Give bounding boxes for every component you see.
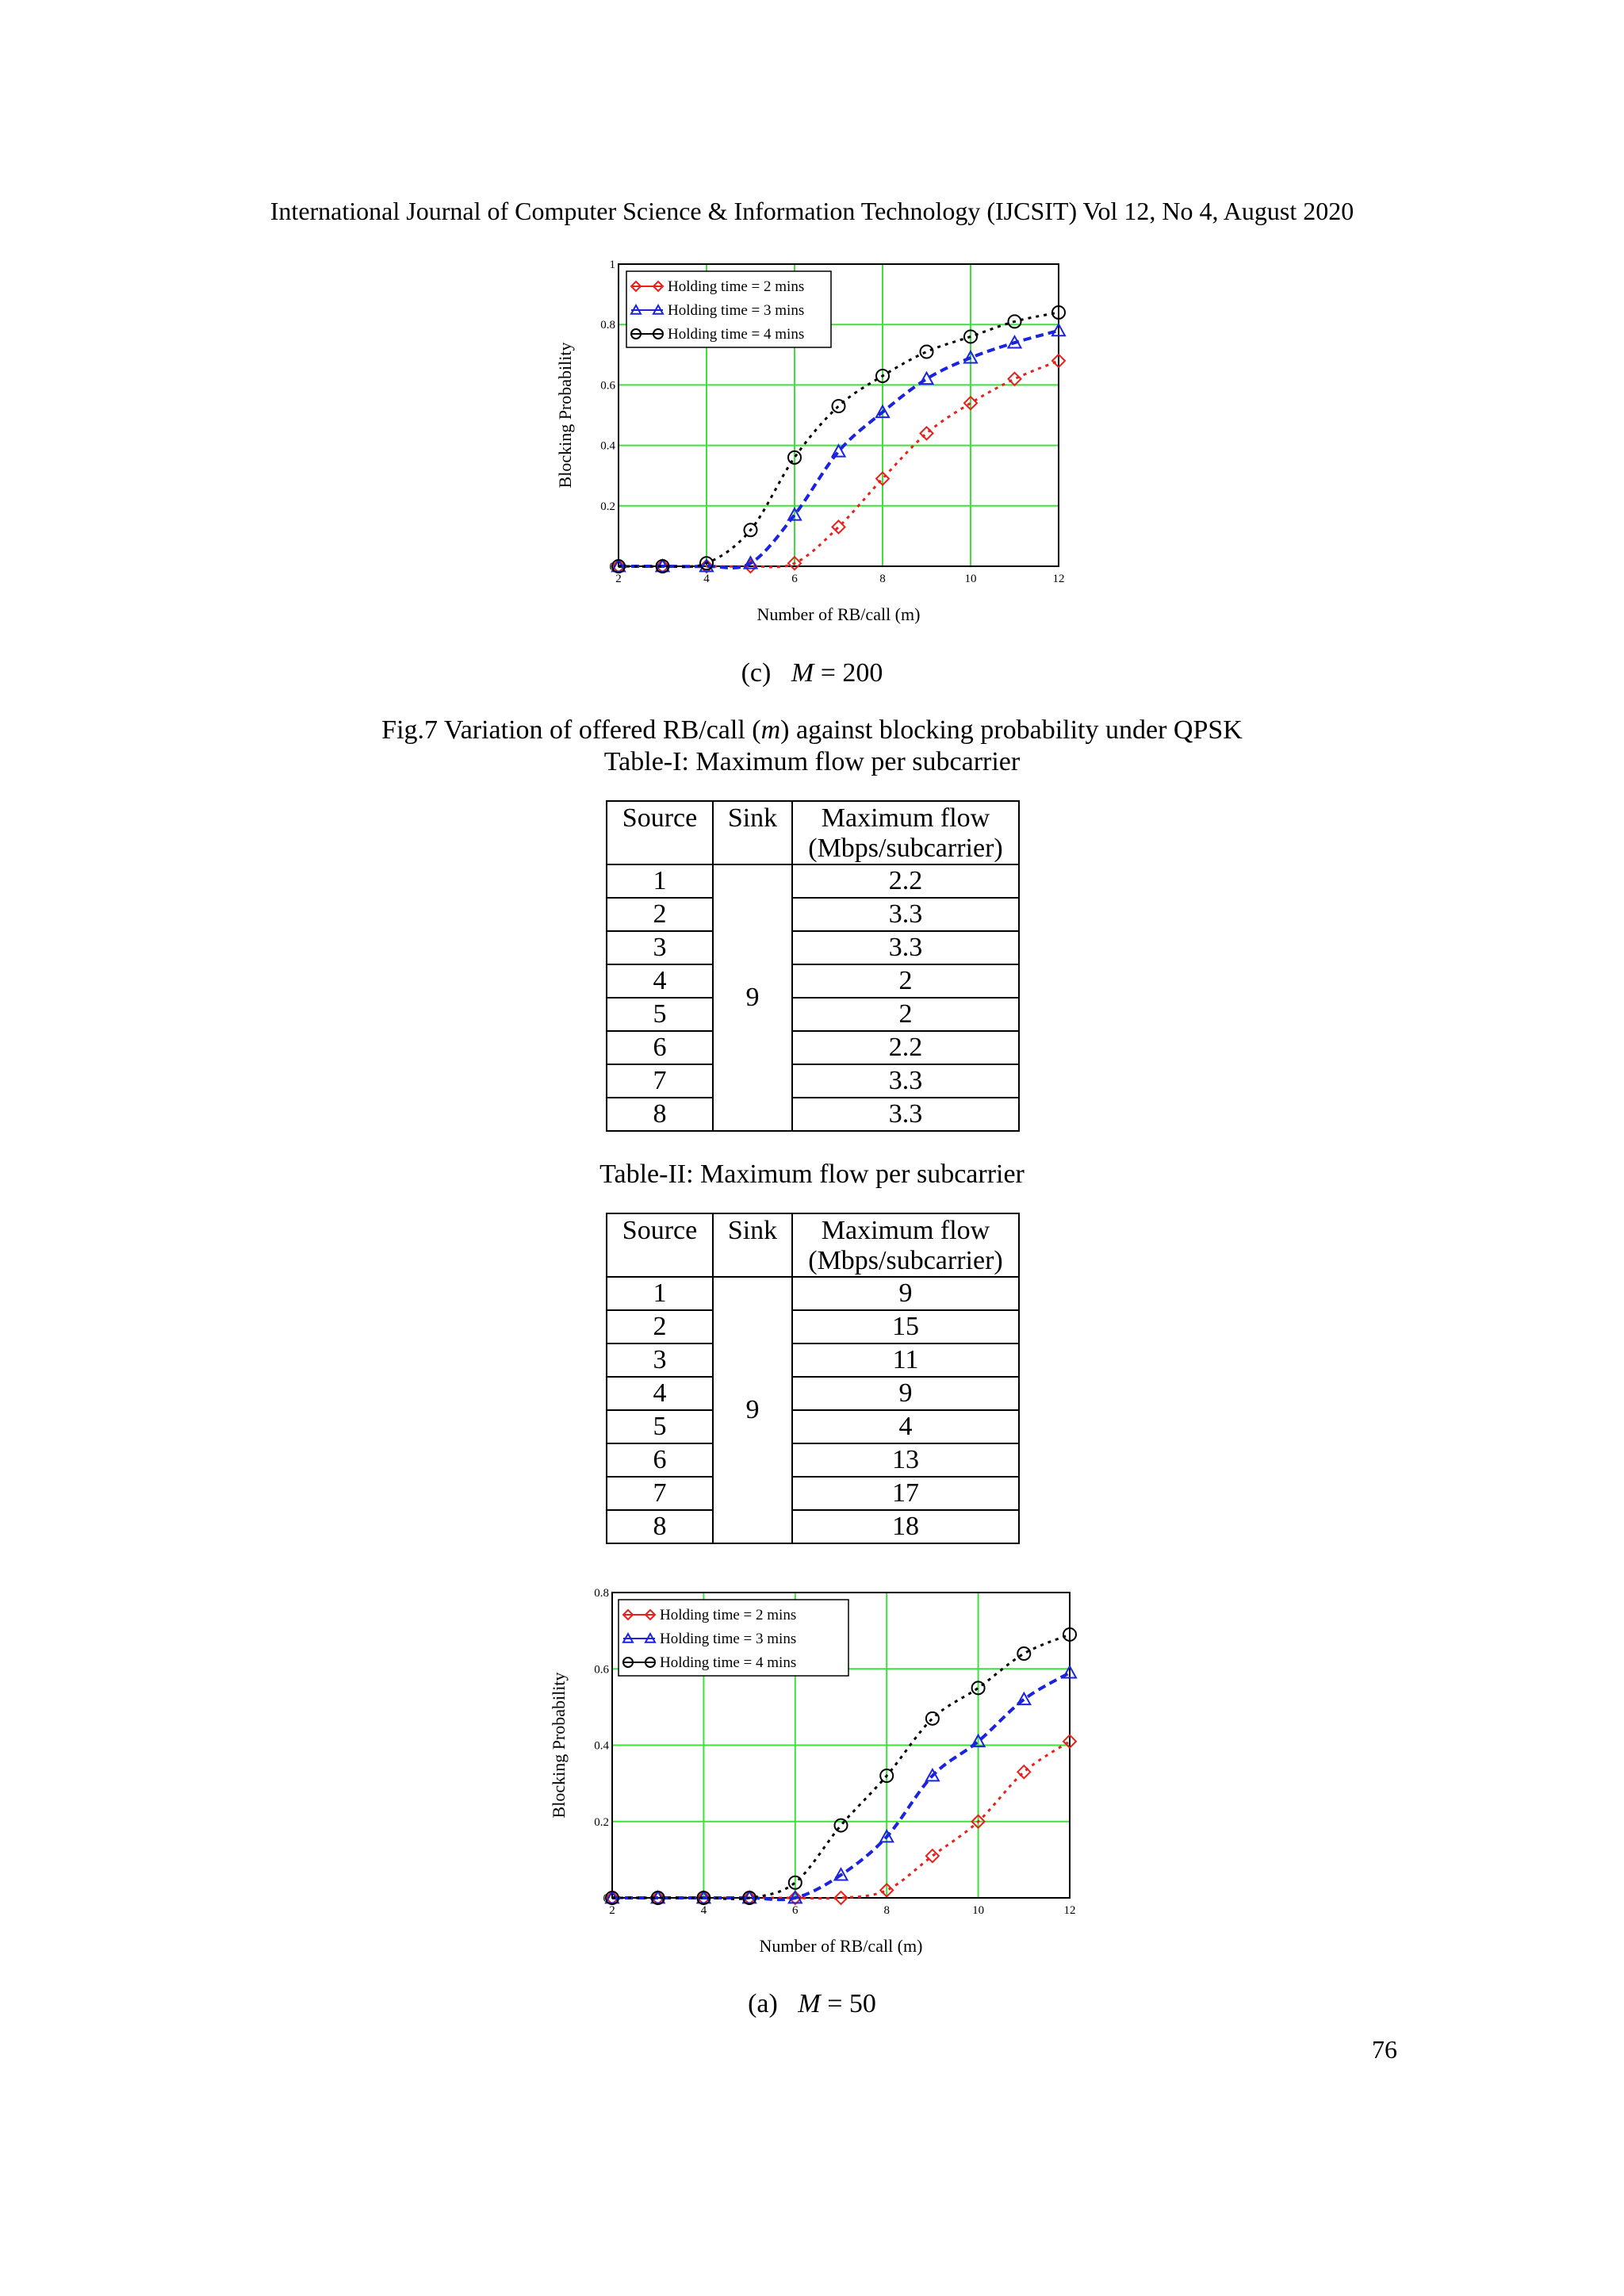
subcaption-top [0, 658, 1624, 688]
table1-title: Table-I: Maximum flow per subcarrier [603, 747, 1021, 776]
y-axis-label: Blocking Probability [549, 1672, 569, 1819]
x-tick-label: 4 [700, 1904, 707, 1917]
cell-max-flow: 2 [792, 998, 1019, 1031]
cell-source: 4 [607, 1377, 713, 1410]
y-tick-label: 0.8 [600, 319, 615, 332]
x-tick-label: 6 [791, 573, 798, 585]
subcaption-top-value: = 200 [814, 658, 883, 688]
cell-source: 5 [607, 1410, 713, 1443]
subcaption-bottom-value: = 50 [820, 1989, 876, 2018]
cell-max-flow: 3.3 [792, 1098, 1019, 1131]
series-line [612, 1673, 1070, 1899]
figure-caption-post: ) against blocking probability under QPSK [780, 715, 1243, 745]
subcaption-bottom [0, 1989, 1624, 2019]
table-row [607, 1410, 1019, 1443]
cell-source: 3 [607, 1343, 713, 1377]
table-row [607, 1343, 1019, 1377]
legend-label: Holding time = 3 mins [660, 1631, 797, 1647]
y-tick-label: 0.6 [594, 1663, 609, 1677]
x-tick-label: 12 [1063, 1904, 1076, 1917]
table-row [607, 998, 1019, 1031]
data-point [833, 400, 845, 412]
legend-label: Holding time = 2 mins [668, 278, 805, 295]
cell-source: 7 [607, 1064, 713, 1098]
y-tick-label: 0.6 [600, 379, 615, 393]
figure-caption [0, 715, 1624, 746]
cell-sink: 9 [713, 1277, 792, 1543]
table-row [607, 1510, 1019, 1543]
x-tick-label: 2 [609, 1904, 615, 1917]
table1-header-sink: Sink [713, 801, 792, 864]
table2-header-flow [792, 1213, 1019, 1277]
subcaption-bottom-var: M [798, 1989, 821, 2018]
x-tick-label: 12 [1052, 573, 1065, 585]
cell-source: 6 [607, 1031, 713, 1064]
series-line [619, 361, 1059, 567]
table1-header-flow-line1: Maximum flow [821, 803, 990, 833]
cell-sink: 9 [713, 864, 792, 1131]
y-tick-label: 0.8 [594, 1587, 609, 1600]
cell-source: 4 [607, 964, 713, 998]
table-1 [606, 800, 1020, 1132]
table2-title: Table-II: Maximum flow per subcarrier [599, 1159, 1025, 1189]
y-tick-label: 0 [603, 1892, 609, 1905]
cell-max-flow: 9 [792, 1377, 1019, 1410]
cell-source: 1 [607, 1277, 713, 1310]
x-tick-label: 8 [879, 573, 886, 585]
cell-max-flow: 13 [792, 1443, 1019, 1477]
subcaption-top-label: (c) [741, 658, 772, 688]
subcaption-bottom-label: (a) [748, 1989, 778, 2018]
table2-header-sink: Sink [713, 1213, 792, 1277]
table1-header-flow-line2: (Mbps/subcarrier) [808, 834, 1003, 863]
cell-max-flow: 11 [792, 1343, 1019, 1377]
table-row [607, 1098, 1019, 1131]
data-point [921, 345, 933, 358]
table-row [607, 964, 1019, 998]
page-number: 76 [1372, 2035, 1397, 2064]
cell-max-flow: 2.2 [792, 1031, 1019, 1064]
data-point [1017, 1765, 1030, 1778]
table-row [607, 864, 1019, 898]
cell-max-flow: 18 [792, 1510, 1019, 1543]
cell-max-flow: 17 [792, 1477, 1019, 1510]
cell-source: 2 [607, 1310, 713, 1343]
table1-header-flow [792, 801, 1019, 864]
x-tick-label: 2 [615, 573, 622, 585]
table1-header-row [607, 801, 1019, 864]
cell-max-flow: 3.3 [792, 898, 1019, 931]
cell-source: 3 [607, 931, 713, 964]
data-point [1009, 373, 1021, 385]
y-tick-label: 0.2 [600, 500, 615, 513]
cell-source: 6 [607, 1443, 713, 1477]
x-tick-label: 10 [972, 1904, 985, 1917]
cell-max-flow: 2 [792, 964, 1019, 998]
cell-max-flow: 15 [792, 1310, 1019, 1343]
table-2 [606, 1213, 1020, 1544]
y-tick-label: 0.2 [594, 1815, 609, 1829]
running-header: International Journal of Computer Science & Information Technology (IJCSIT) Vol 12, No 4, August 2020 [270, 197, 1354, 225]
x-tick-label: 8 [883, 1904, 890, 1917]
cell-source: 8 [607, 1510, 713, 1543]
table-row [607, 1064, 1019, 1098]
x-axis-label: Number of RB/call (m) [759, 1936, 923, 1956]
cell-max-flow: 9 [792, 1277, 1019, 1310]
subcaption-top-var: M [791, 658, 814, 688]
data-point [1017, 1647, 1030, 1660]
legend-label: Holding time = 4 mins [668, 326, 805, 343]
x-tick-label: 10 [964, 573, 977, 585]
table-row [607, 1377, 1019, 1410]
cell-source: 7 [607, 1477, 713, 1510]
cell-source: 5 [607, 998, 713, 1031]
y-tick-label: 0.4 [594, 1739, 609, 1753]
x-tick-label: 4 [703, 573, 710, 585]
cell-source: 1 [607, 864, 713, 898]
cell-max-flow: 2.2 [792, 864, 1019, 898]
table-row [607, 1443, 1019, 1477]
y-tick-label: 0.4 [600, 439, 615, 453]
cell-max-flow: 3.3 [792, 1064, 1019, 1098]
cell-source: 8 [607, 1098, 713, 1131]
cell-source: 2 [607, 898, 713, 931]
chart-bottom [531, 1582, 1094, 1971]
data-point [921, 427, 933, 439]
chart-top [539, 254, 1094, 627]
table2-header-row [607, 1213, 1019, 1277]
table-row [607, 931, 1019, 964]
table-row [607, 898, 1019, 931]
cell-max-flow: 3.3 [792, 931, 1019, 964]
x-axis-label: Number of RB/call (m) [756, 604, 921, 624]
table2-header-flow-line1: Maximum flow [821, 1216, 990, 1245]
legend-label: Holding time = 3 mins [668, 302, 805, 319]
table2-header-flow-line2: (Mbps/subcarrier) [808, 1246, 1003, 1275]
legend-label: Holding time = 2 mins [660, 1607, 797, 1623]
figure-caption-pre: Fig.7 Variation of offered RB/call ( [381, 715, 761, 745]
table-row [607, 1277, 1019, 1310]
y-tick-label: 1 [609, 259, 615, 271]
figure-caption-var: m [760, 715, 781, 745]
table-row [607, 1031, 1019, 1064]
x-tick-label: 6 [792, 1904, 799, 1917]
table-row [607, 1477, 1019, 1510]
cell-max-flow: 4 [792, 1410, 1019, 1443]
data-point [926, 1712, 939, 1725]
y-tick-label: 0 [609, 561, 615, 573]
table2-header-source: Source [607, 1213, 713, 1277]
y-axis-label: Blocking Probability [555, 342, 575, 489]
legend-label: Holding time = 4 mins [660, 1654, 797, 1671]
table-row [607, 1310, 1019, 1343]
table1-header-source: Source [607, 801, 713, 864]
